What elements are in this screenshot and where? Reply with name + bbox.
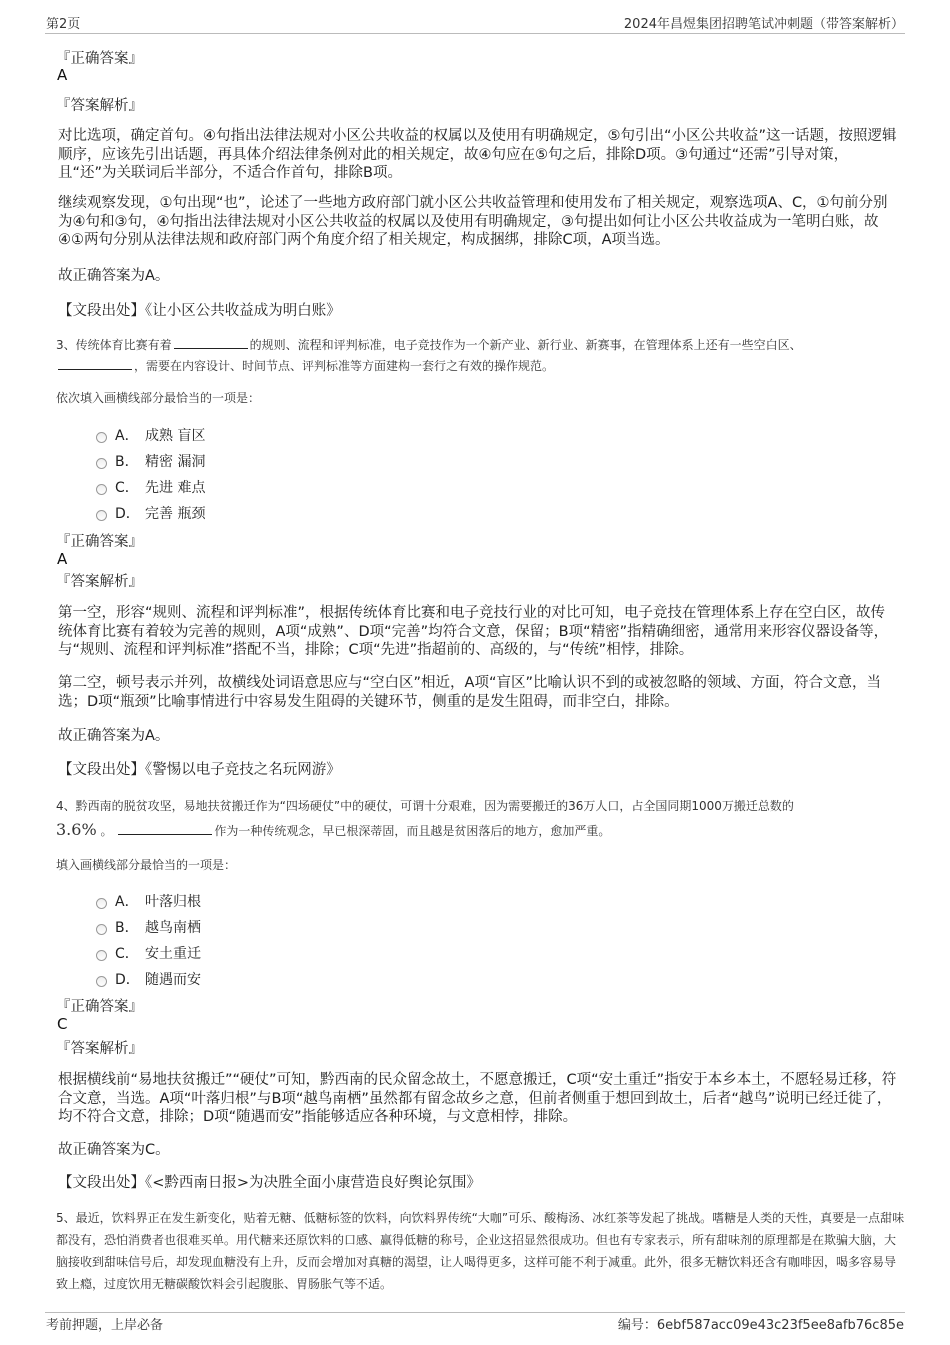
analysis-paragraph: 第一空，形容“规则、流程和评判标准”，根据传统体育比赛和电子竞技行业的对比可知，电子竞技在管理体系上存在空白区，故传统体育比赛有着较为完善的规则，A项“成熟”、D项“完善”均符合文意，保留；B项“精密”指精确细密，通常用来形容仪器设备等，与“规则、流程和评判标准”搭配不当，排除；C项“先进”指超前的、高级的，与“传统”相悖，排除。	[58, 605, 889, 658]
document-id: 编号：6ebf587acc09e43c23f5ee8afb76c85e	[617, 1318, 904, 1333]
page-number: 第2页	[46, 17, 81, 32]
correct-answer: C	[57, 1015, 68, 1033]
option-b[interactable]	[96, 451, 205, 471]
option-key: D．	[115, 506, 140, 522]
radio-button[interactable]	[96, 950, 107, 961]
analysis-paragraph: 对比选项，确定首句。④句指出法律法规对小区公共收益的权属以及使用有明确规定，⑤句引出“小区公共收益”这一话题，按照逻辑顺序，应该先引出话题，再具体介绍法律条例对此的相关规定，故④句应在⑤句之后，排除D项。③句通过“还需”引导对策，且“还”为关联词后半部分，不适合作首句，排除B项。	[58, 128, 897, 181]
radio-button[interactable]	[96, 458, 107, 469]
option-text: 成熟 盲区	[145, 428, 206, 444]
option-d[interactable]	[96, 969, 201, 989]
header-divider	[45, 33, 905, 34]
analysis-conclusion: 故正确答案为C。	[58, 1142, 170, 1158]
stem-text: 的规则、流程和评判标准，电子竞技作为一个新产业、新行业、新赛事，在管理体系上还有一些空白区、	[249, 338, 802, 352]
option-b[interactable]	[96, 917, 201, 937]
source-citation: 【文段出处】《警惕以电子竞技之名玩网游》	[58, 762, 341, 778]
source-citation: 【文段出处】《让小区公共收益成为明白账》	[58, 303, 341, 319]
option-a[interactable]	[96, 425, 205, 445]
option-c[interactable]	[96, 943, 201, 963]
footer-divider	[45, 1312, 905, 1313]
analysis-conclusion: 故正确答案为A。	[58, 268, 170, 284]
option-text: 叶落归根	[145, 894, 201, 910]
percentage-value: 3.6%	[56, 820, 97, 839]
radio-button[interactable]	[96, 924, 107, 935]
option-text: 越鸟南栖	[145, 920, 201, 936]
option-key: D．	[115, 972, 140, 988]
fill-blank	[174, 336, 248, 349]
radio-button[interactable]	[96, 484, 107, 495]
stem-text: 。	[96, 824, 113, 838]
question-stem: 5、最近，饮料界正在发生新变化，贴着无糖、低糖标签的饮料，向饮料界传统“大咖”可乐、酸梅汤、冰红茶等发起了挑战。嗜糖是人类的天性，真要是一点甜味都没有，恐怕消费者也很难买单。用代糖来还原饮料的口感、赢得低糖的称号，企业这招显然很成功。但也有专家表示，所有甜味剂的原理都是在欺骗大脑，大脑接收到甜味信号后，却发现血糖没有上升，反而会增加对真糖的渴望，让人喝得更多，这样可能不利于减重。此外，很多无糖饮料还含有咖啡因，喝多容易导致上瘾，过度饮用无糖碳酸饮料会引起腹胀、胃肠胀气等不适。	[56, 1211, 905, 1291]
analysis-label: 『答案解析』	[56, 574, 143, 590]
option-key: B．	[115, 454, 139, 470]
option-c[interactable]	[96, 477, 205, 497]
correct-answer-label: 『正确答案』	[56, 534, 143, 550]
correct-answer: A	[57, 550, 68, 568]
radio-button[interactable]	[96, 898, 107, 909]
analysis-conclusion: 故正确答案为A。	[58, 728, 170, 744]
analysis-paragraph: 第二空，顿号表示并列，故横线处词语意思应与“空白区”相近，A项“盲区”比喻认识不到的或被忽略的领域、方面，符合文意，当选；D项“瓶颈”比喻事情进行中容易发生阻碍的关键环节，侧重的是发生阻碍，而非空白，排除。	[58, 675, 881, 710]
option-text: 随遇而安	[145, 972, 201, 988]
option-text: 安土重迁	[145, 946, 201, 962]
option-text: 完善 瓶颈	[145, 506, 206, 522]
correct-answer: A	[57, 66, 68, 84]
stem-text: 3、传统体育比赛有着	[56, 338, 172, 352]
option-key: A．	[115, 894, 139, 910]
option-a[interactable]	[96, 891, 201, 911]
document-title: 2024年昌煜集团招聘笔试冲刺题（带答案解析）	[623, 17, 904, 32]
fill-blank	[58, 357, 132, 370]
stem-text: 4、黔西南的脱贫攻坚，易地扶贫搬迁作为“四场硬仗”中的硬仗，可谓十分艰难，因为需要搬迁的36万人口，占全国同期1000万搬迁总数的	[56, 799, 794, 813]
option-text: 精密 漏洞	[145, 454, 206, 470]
option-text: 先进 难点	[145, 480, 206, 496]
radio-button[interactable]	[96, 976, 107, 987]
source-citation: 【文段出处】《<黔西南日报>为决胜全面小康营造良好舆论氛围》	[58, 1175, 482, 1191]
radio-button[interactable]	[96, 432, 107, 443]
radio-button[interactable]	[96, 510, 107, 521]
stem-text: 作为一种传统观念，早已根深蒂固，而且越是贫困落后的地方，愈加严重。	[214, 824, 611, 838]
option-d[interactable]	[96, 503, 205, 523]
question-prompt: 填入画横线部分最恰当的一项是：	[56, 858, 237, 872]
option-key: A．	[115, 428, 139, 444]
question-stem	[56, 335, 906, 377]
footer-slogan: 考前押题，上岸必备	[46, 1318, 164, 1333]
question-stem	[56, 794, 906, 843]
option-key: C．	[115, 946, 139, 962]
option-key: B．	[115, 920, 139, 936]
analysis-paragraph: 根据横线前“易地扶贫搬迁”“硬仗”可知，黔西南的民众留念故土，不愿意搬迁，C项“安土重迁”指安于本乡本土，不愿轻易迁移，符合文意，当选。A项“叶落归根”与B项“越鸟南栖”虽然都有留念故乡之意，但前者侧重于想回到故土，后者“越鸟”说明已经迁徙了，均不符合文意，排除；D项“随遇而安”指能够适应各种环境，与文意相悖，排除。	[58, 1072, 897, 1125]
correct-answer-label: 『正确答案』	[56, 51, 143, 67]
correct-answer-label: 『正确答案』	[56, 999, 143, 1015]
analysis-label: 『答案解析』	[56, 1041, 143, 1057]
analysis-label: 『答案解析』	[56, 98, 143, 114]
question-prompt: 依次填入画横线部分最恰当的一项是：	[56, 391, 261, 405]
analysis-paragraph: 继续观察发现，①句出现“也”，论述了一些地方政府部门就小区公共收益管理和使用发布了相关规定，观察选项A、C，①句前分别为④句和③句，④句指出法律法规对小区公共收益的权属以及使用有明确规定，③句提出如何让小区公共收益成为一笔明白账，故④①两句分别从法律法规和政府部门两个角度介绍了相关规定，构成捆绑，排除C项，A项当选。	[58, 195, 888, 248]
option-key: C．	[115, 480, 139, 496]
stem-text: ，需要在内容设计、时间节点、评判标准等方面建构一套行之有效的操作规范。	[134, 359, 555, 373]
fill-blank	[118, 822, 212, 835]
